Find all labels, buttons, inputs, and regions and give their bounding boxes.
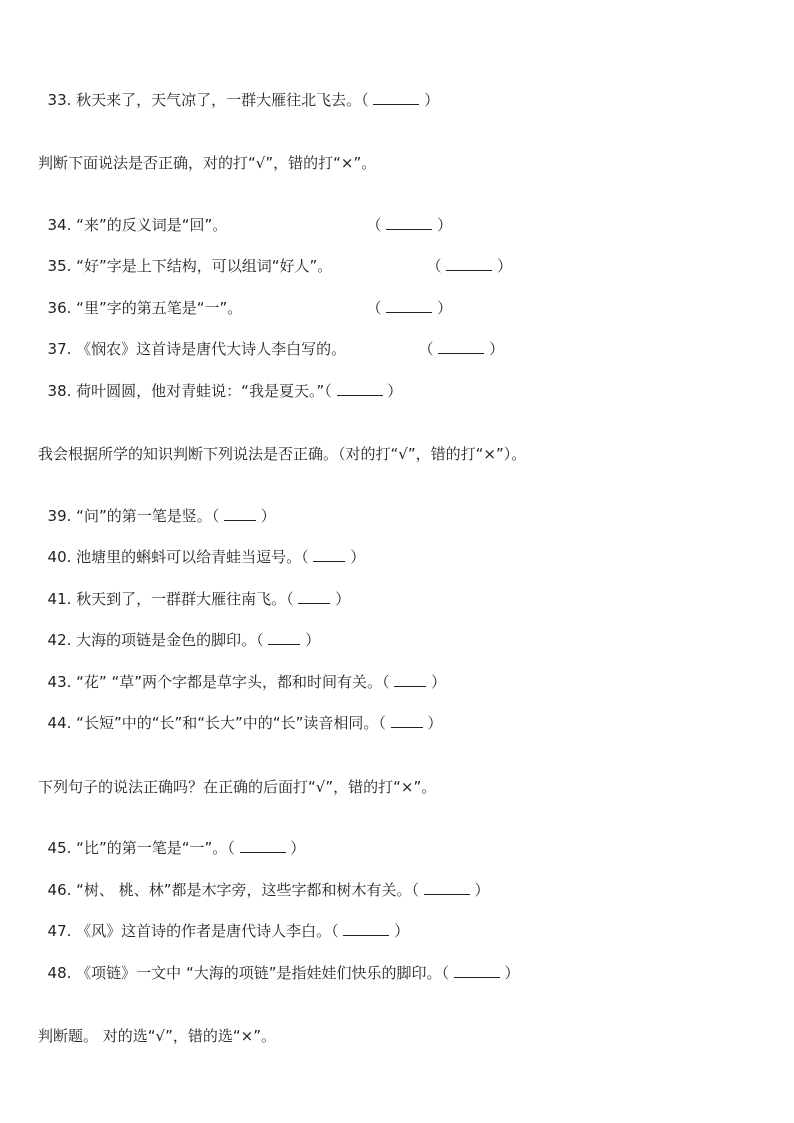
question-text: . 《悯农》这首诗是唐代大诗人李白写的。 [66, 340, 347, 358]
paren-close: ） [422, 714, 443, 732]
question-number: 46 [47, 881, 67, 899]
answer-blank[interactable] [454, 963, 500, 978]
question-text: . “里”字的第五笔是“一”。 [66, 299, 243, 317]
paren-close: ） [492, 257, 513, 275]
question-text: . “来”的反义词是“回”。 [66, 216, 228, 234]
answer-blank[interactable] [446, 256, 492, 271]
paren-close: ） [469, 881, 490, 899]
question-number: 41 [47, 590, 67, 608]
paren-close: ） [285, 839, 306, 857]
answer-blank[interactable] [386, 298, 432, 313]
question-number: 43 [47, 673, 67, 691]
paren-close: ） [330, 590, 351, 608]
question-text: . 《风》这首诗的作者是唐代诗人李白。（ [66, 922, 344, 940]
question-number: 47 [47, 922, 67, 940]
section-2-instruction: 我会根据所学的知识判断下列说法是否正确。（对的打“√”，错的打“×”）。 [38, 445, 527, 463]
paren-close: ） [345, 548, 366, 566]
answer-blank[interactable] [343, 921, 389, 936]
paren-open: （ [426, 257, 447, 275]
answer-34 [357, 195, 452, 235]
question-number: 48 [47, 964, 67, 982]
question-text: . 荷叶圆圆，他对青蛙说：“我是夏天。”（ [66, 382, 337, 400]
question-text: . 大海的项链是金色的脚印。（ [66, 631, 269, 649]
question-44 [38, 693, 442, 733]
question-text: . “问”的第一笔是竖。（ [66, 507, 224, 525]
question-text: . 池塘里的蝌蚪可以给青蛙当逗号。（ [66, 548, 314, 566]
paren-close: ） [389, 922, 410, 940]
paren-close: ） [432, 216, 453, 234]
section-3-instruction: 下列句子的说法正确吗？在正确的后面打“√”，错的打“×”。 [38, 778, 437, 796]
question-number: 33 [47, 91, 67, 109]
question-number: 36 [47, 299, 67, 317]
paren-close: ） [382, 382, 403, 400]
question-text: . “花” “草”两个字都是草字头，都和时间有关。（ [66, 673, 395, 691]
question-41 [38, 569, 350, 609]
section-1-instruction: 判断下面说法是否正确，对的打“√”，错的打“×”。 [38, 154, 377, 172]
question-number: 44 [47, 714, 67, 732]
question-45 [38, 818, 305, 858]
paren-close: ） [484, 340, 505, 358]
paren-open: （ [418, 340, 439, 358]
answer-blank[interactable] [313, 547, 345, 562]
question-number: 39 [47, 507, 67, 525]
question-text: . 《项链》一文中 “大海的项链”是指娃娃们快乐的脚印。（ [66, 964, 454, 982]
section-4-instruction: 判断题。 对的选“√”，错的选“×”。 [38, 1027, 276, 1045]
question-text: . “树、 桃、林”都是木字旁，这些字都和树木有关。（ [66, 881, 424, 899]
question-42 [38, 610, 320, 650]
answer-36 [357, 278, 452, 318]
answer-blank[interactable] [424, 880, 470, 895]
question-text: . 秋天来了，天气凉了，一群大雁往北飞去。（ [66, 91, 374, 109]
question-43 [38, 652, 446, 692]
answer-blank[interactable] [391, 713, 423, 728]
answer-35 [417, 236, 512, 276]
answer-blank[interactable] [298, 589, 330, 604]
question-40 [38, 527, 365, 567]
paren-open: （ [366, 216, 387, 234]
answer-blank[interactable] [337, 381, 383, 396]
question-34 [38, 195, 227, 235]
question-number: 45 [47, 839, 67, 857]
question-number: 42 [47, 631, 67, 649]
answer-blank[interactable] [240, 838, 286, 853]
answer-37 [409, 319, 504, 359]
question-number: 38 [47, 382, 67, 400]
answer-blank[interactable] [268, 630, 300, 645]
question-36 [38, 278, 242, 318]
question-text: . 秋天到了，一群群大雁往南飞。（ [66, 590, 299, 608]
question-39 [38, 486, 276, 526]
answer-blank[interactable] [224, 506, 256, 521]
paren-open: （ [366, 299, 387, 317]
question-38 [38, 361, 402, 401]
question-47 [38, 901, 409, 941]
answer-blank[interactable] [394, 672, 426, 687]
question-number: 37 [47, 340, 67, 358]
question-number: 34 [47, 216, 67, 234]
answer-blank[interactable] [386, 215, 432, 230]
paren-close: ） [300, 631, 321, 649]
paren-close: ） [426, 673, 447, 691]
paren-close: ） [432, 299, 453, 317]
question-48 [38, 943, 520, 983]
question-33 [38, 70, 439, 110]
answer-blank[interactable] [373, 90, 419, 105]
paren-close: ） [419, 91, 440, 109]
question-number: 35 [47, 257, 67, 275]
paren-close: ） [499, 964, 520, 982]
question-35 [38, 236, 332, 276]
paren-close: ） [256, 507, 276, 525]
question-text: . “比”的第一笔是“一”。（ [66, 839, 240, 857]
answer-blank[interactable] [438, 339, 484, 354]
question-text: . “长短”中的“长”和“长大”中的“长”读音相同。（ [66, 714, 391, 732]
question-text: . “好”字是上下结构，可以组词“好人”。 [66, 257, 333, 275]
question-46 [38, 860, 490, 900]
question-37 [38, 319, 346, 359]
question-number: 40 [47, 548, 67, 566]
